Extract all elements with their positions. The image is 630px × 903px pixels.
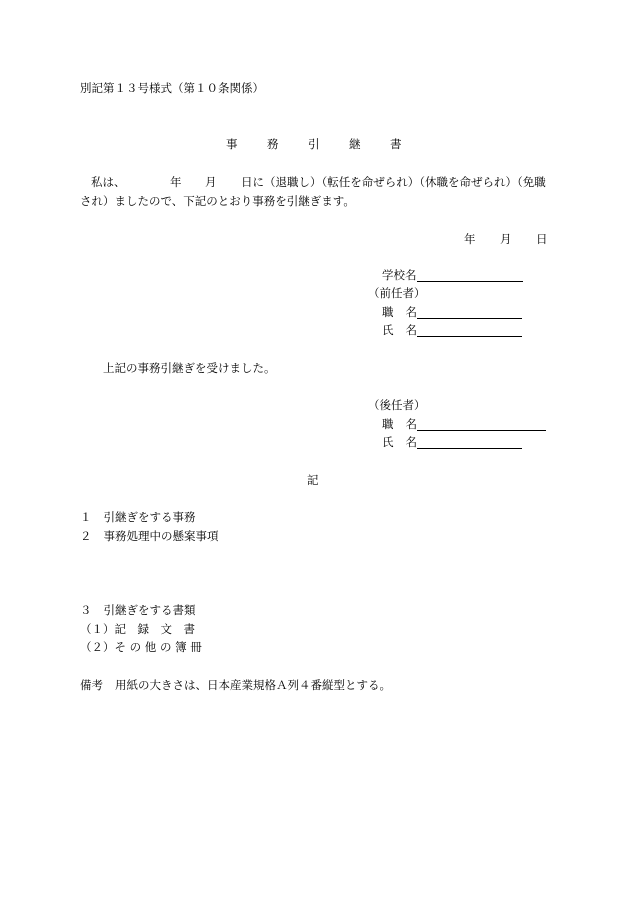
list-item bbox=[80, 603, 196, 617]
item-number: ２ bbox=[80, 529, 92, 543]
successor-position-field bbox=[382, 417, 546, 431]
successor-position-line bbox=[417, 417, 546, 431]
predecessor-position-field bbox=[382, 305, 522, 319]
form-number: 別記第１３号様式（第１０条関係） bbox=[80, 81, 264, 95]
sub-item-number: （１） bbox=[80, 622, 115, 636]
title-char: 事 bbox=[226, 137, 238, 151]
predecessor-name-line bbox=[417, 323, 522, 337]
predecessor-heading: （前任者） bbox=[368, 286, 426, 300]
title-char: 務 bbox=[267, 137, 279, 151]
date-month: 月 bbox=[500, 232, 512, 246]
sub-list-item bbox=[80, 622, 195, 636]
name-label: 氏 bbox=[382, 323, 394, 337]
item-text: 引継ぎをする書類 bbox=[103, 603, 196, 617]
item-number: ３ bbox=[80, 603, 92, 617]
list-item bbox=[80, 510, 196, 524]
received-text: 上記の事務引継ぎを受けました。 bbox=[103, 361, 276, 375]
name-label: 名 bbox=[405, 435, 417, 449]
position-label: 職 bbox=[382, 305, 394, 319]
position-label: 名 bbox=[405, 417, 417, 431]
note-text: 用紙の大きさは、日本産業規格Ａ列４番縦型とする。 bbox=[115, 678, 391, 692]
body-line-2: され）ましたので、下記のとおり事務を引継ぎます。 bbox=[80, 194, 355, 208]
item-text: 事務処理中の懸案事項 bbox=[103, 529, 219, 543]
position-label: 名 bbox=[405, 305, 417, 319]
title-char: 引 bbox=[308, 137, 320, 151]
successor-name-line bbox=[417, 435, 522, 449]
school-name-field bbox=[382, 268, 523, 282]
sub-item-text: 記 録 文 書 bbox=[114, 622, 195, 636]
name-label: 氏 bbox=[382, 435, 394, 449]
list-item bbox=[80, 529, 219, 543]
position-label: 職 bbox=[382, 417, 394, 431]
school-name-label: 学校名 bbox=[382, 268, 417, 282]
date-year: 年 bbox=[464, 232, 476, 246]
sub-item-number: （２） bbox=[80, 640, 115, 654]
body-line-1-start: 私は、 bbox=[91, 175, 126, 189]
body-year: 年 bbox=[170, 175, 182, 189]
title-char: 継 bbox=[349, 137, 361, 151]
date-day: 日 bbox=[536, 232, 548, 246]
sub-list-item bbox=[80, 640, 202, 654]
ki-heading: 記 bbox=[307, 473, 319, 487]
sub-item-text: そ の 他 の 簿 冊 bbox=[114, 640, 202, 654]
school-name-line bbox=[417, 268, 523, 282]
successor-name-field bbox=[382, 435, 522, 449]
title-char: 書 bbox=[390, 137, 402, 151]
note bbox=[80, 678, 391, 692]
predecessor-name-field bbox=[382, 323, 522, 337]
body-line-1-end: 日に（退職し）（転任を命ぜられ）（休職を命ぜられ）（免職 bbox=[241, 175, 546, 189]
predecessor-position-line bbox=[417, 305, 522, 319]
item-text: 引継ぎをする事務 bbox=[103, 510, 196, 524]
item-number: １ bbox=[80, 510, 92, 524]
successor-heading: （後任者） bbox=[368, 398, 426, 412]
note-label: 備考 bbox=[80, 678, 103, 692]
name-label: 名 bbox=[405, 323, 417, 337]
body-month: 月 bbox=[205, 175, 217, 189]
